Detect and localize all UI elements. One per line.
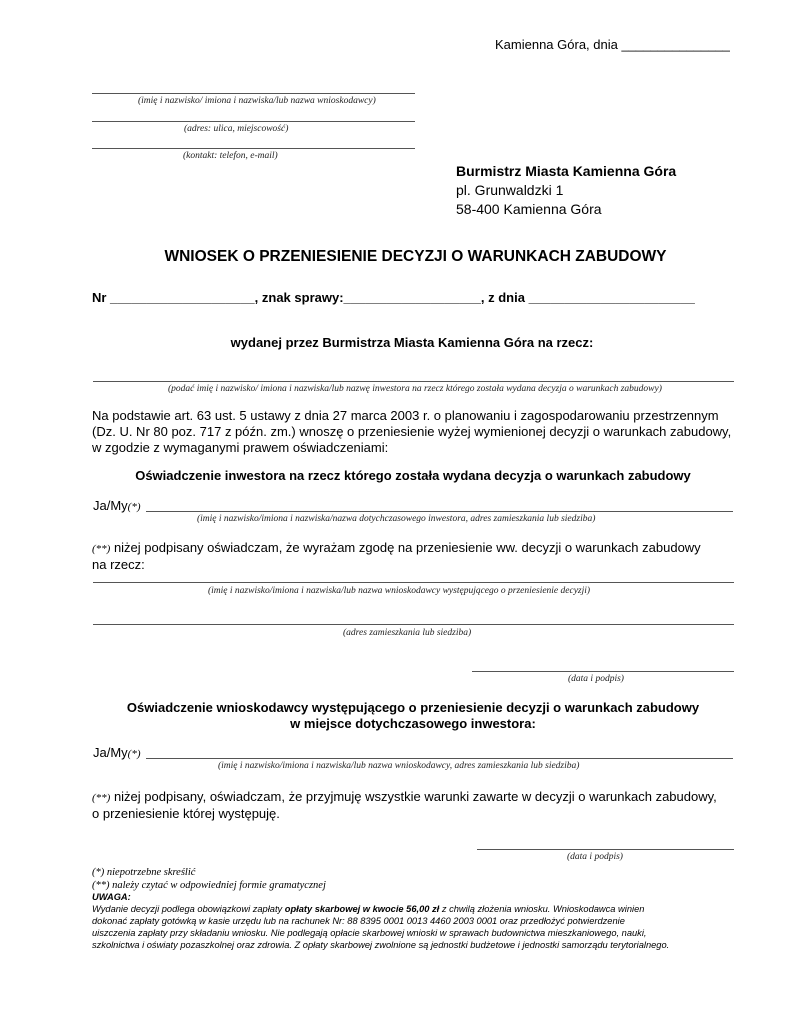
asterisk-mark: (*) <box>127 748 141 760</box>
accept-paragraph <box>92 789 717 822</box>
investor-name-caption: (imię i nazwisko/imiona i nazwiska/nazwa dotychczasowego inwestora, adres zamieszkania lub siedziba) <box>197 514 596 524</box>
applicant-name-caption: (imię i nazwisko/ imiona i nazwiska/lub nazwa wnioskodawcy) <box>138 96 376 106</box>
place-date-field[interactable]: Kamienna Góra, dnia _______________ <box>495 37 730 52</box>
ja-my-text: Ja/My <box>93 498 128 513</box>
recipient-name-line[interactable] <box>93 582 734 583</box>
double-asterisk-mark: (**) <box>92 543 111 555</box>
applicant-statement-heading-line-1: Oświadczenie wnioskodawcy występującego o przeniesienie decyzji o warunkach zabudowy <box>126 700 700 715</box>
uwaga-line-4: szkolnictwa i oświaty pozaszkolnej oraz zdrowia. Z opłaty skarbowej zwolnione są jednostki budżetowe i jednostki samorządu terytorialnego. <box>92 940 670 950</box>
applicant-address-caption: (adres: ulica, miejscowość) <box>184 124 289 134</box>
footnote-2: (**) należy czytać w odpowiedniej formie gramatycznej <box>92 880 326 891</box>
investor-name-line[interactable] <box>146 511 733 512</box>
recipient-address-line[interactable] <box>93 624 734 625</box>
addressee-city: 58-400 Kamienna Góra <box>456 201 602 217</box>
footnote-1: (*) niepotrzebne skreślić <box>92 867 196 878</box>
uwaga-line-2: dokonać zapłaty gotówką w kasie urzędu lub na rachunek Nr: 88 8395 0001 0013 4460 2003 0001 oraz przedłożyć potwierdzenie <box>92 916 625 926</box>
investor-line[interactable] <box>93 381 734 382</box>
issued-by-text: wydanej przez Burmistrza Miasta Kamienna Góra na rzecz: <box>230 335 594 350</box>
applicant-contact-caption: (kontakt: telefon, e-mail) <box>183 151 278 161</box>
applicant-signature-caption: (data i podpis) <box>567 852 623 862</box>
addressee-name: Burmistrz Miasta Kamienna Góra <box>456 163 677 179</box>
uwaga-label: UWAGA: <box>92 892 131 902</box>
investor-signature-line[interactable] <box>472 671 734 672</box>
uwaga-text-part-1: Wydanie decyzji podlega obowiązkowi zapłaty <box>92 904 285 914</box>
applicant-name-line-2[interactable] <box>146 758 733 759</box>
investor-ja-my-label <box>93 498 141 513</box>
investor-statement-heading: Oświadczenie inwestora na rzecz którego została wydana decyzja o warunkach zabudowy <box>135 468 691 483</box>
ja-my-text: Ja/My <box>93 745 128 760</box>
legal-basis-line-3: w zgodzie z wymaganymi prawem oświadczeniami: <box>92 440 389 455</box>
applicant-signature-line[interactable] <box>477 849 734 850</box>
uwaga-fee-amount: opłaty skarbowej w kwocie 56,00 zł <box>284 904 440 914</box>
recipient-name-caption: (imię i nazwisko/imiona i nazwiska/lub nazwa wnioskodawcy występującego o przeniesienie decyzji) <box>208 586 591 596</box>
consent-paragraph <box>92 540 701 572</box>
uwaga-text-part-2: z chwilą złożenia wniosku. Wnioskodawca winien <box>439 904 645 914</box>
applicant-statement-heading-line-2: w miejsce dotychczasowego inwestora: <box>290 716 536 731</box>
legal-basis-line-2: (Dz. U. Nr 80 poz. 717 z późn. zm.) wnoszę o przeniesienie wyżej wymienionej decyzji o warunkach zabudowy, <box>92 424 732 439</box>
uwaga-line-1 <box>92 903 669 915</box>
legal-basis-line-1: Na podstawie art. 63 ust. 5 ustawy z dnia 27 marca 2003 r. o planowaniu i zagospodarowaniu przestrzennym <box>92 408 719 423</box>
decision-reference-line[interactable]: Nr ____________________, znak sprawy:___________________, z dnia _______________________ <box>92 290 695 305</box>
investor-signature-caption: (data i podpis) <box>568 674 624 684</box>
applicant-contact-line[interactable] <box>92 148 415 149</box>
applicant-name-line[interactable] <box>92 93 415 94</box>
footnotes <box>92 866 326 892</box>
consent-line-1: niżej podpisany oświadczam, że wyrażam zgodę na przeniesienie ww. decyzji o warunkach zabudowy <box>110 540 701 555</box>
addressee-block <box>456 162 676 219</box>
applicant-address-line[interactable] <box>92 121 415 122</box>
uwaga-note <box>92 891 669 951</box>
asterisk-mark: (*) <box>127 501 141 513</box>
uwaga-line-3: uiszczenia zapłaty przy składaniu wniosku. Nie podlegają opłacie skarbowej wnioski w sprawach budownictwa mieszkaniowego, nauki, <box>92 928 647 938</box>
addressee-street: pl. Grunwaldzki 1 <box>456 182 564 198</box>
document-title: WNIOSEK O PRZENIESIENIE DECYZJI O WARUNKACH ZABUDOWY <box>164 248 667 265</box>
consent-line-2: na rzecz: <box>92 557 145 572</box>
accept-line-2: o przeniesienie której występuję. <box>92 806 280 821</box>
double-asterisk-mark: (**) <box>92 792 111 804</box>
investor-caption: (podać imię i nazwisko/ imiona i nazwiska/lub nazwę inwestora na rzecz którego została wydana decyzja o warunkach zabudowy) <box>168 384 662 394</box>
applicant-ja-my-label <box>93 745 141 760</box>
applicant-statement-heading <box>0 700 791 732</box>
accept-line-1: niżej podpisany, oświadczam, że przyjmuję wszystkie warunki zawarte w decyzji o warunkach zabudowy, <box>110 789 717 804</box>
recipient-address-caption: (adres zamieszkania lub siedziba) <box>343 628 472 638</box>
legal-basis-paragraph <box>92 408 731 456</box>
applicant-name-caption-2: (imię i nazwisko/imiona i nazwiska/lub nazwa wnioskodawcy, adres zamieszkania lub siedziba) <box>218 761 580 771</box>
